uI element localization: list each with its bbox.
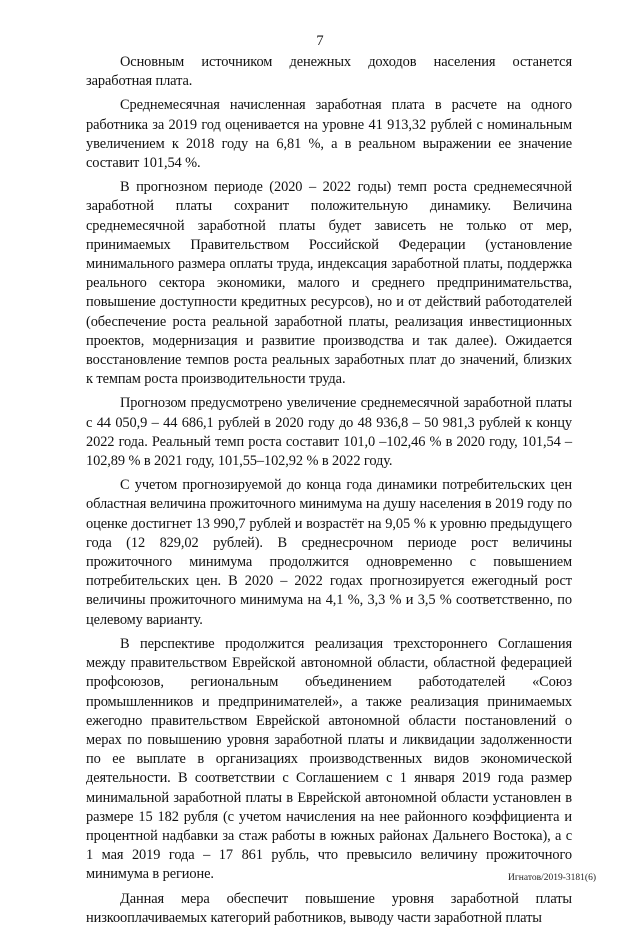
paragraph: С учетом прогнозируемой до конца года динамики потребительских цен областная величина прожиточного минимума на душу населения в 2019 году по оценке достигнет 13 990,7 рублей и возрастёт на 9,05 % к уровню предыдущего года (12 829,02 рублей). В среднесрочном периоде рост величины прожиточного минимума продолжится одновременно с повышением потребительских цен. В 2020 – 2022 годах прогнозируется ежегодный рост величины прожиточного минимума на 4,1 %, 3,3 % и 3,5 % соответственно, по целевому варианту. xyxy=(86,477,572,628)
paragraph: Основным источником денежных доходов населения останется заработная плата. xyxy=(86,54,572,90)
paragraph: В прогнозном периоде (2020 – 2022 годы) темп роста среднемесячной заработной платы сохранит положительную динамику. Величина среднемесячной заработной платы будет зависеть не только от мер, принимаемых Правительством Российской Федерации (установление минимального размера оплаты труда, индексация заработной платы, поддержка реального сектора экономики, малого и среднего предпринимательства, повышение доступности кредитных ресурсов), но и от действий работодателей (обеспечение роста реальной заработной платы, реализация инвестиционных проектов, модернизация и развитие производства и так далее). Ожидается восстановление темпов роста реальных заработных плат до значений, близких к темпам роста производительности труда. xyxy=(86,179,572,388)
document-footer-code: Игнатов/2019-3181(6) xyxy=(508,873,596,883)
paragraph: В перспективе продолжится реализация трехстороннего Соглашения между правительством Еврейской автономной области, областной федерацией профсоюзов, региональным объединением работодателей «Союз промышленников и предпринимателей», а также реализация принимаемых ежегодно правительством Еврейской автономной области постановлений о мерах по повышению уровня заработной платы и ликвидации задолженности по ее выплате в организациях производственных видов экономической деятельности. В соответствии с Соглашением с 1 января 2019 года размер минимальной заработной платы в Еврейской автономной области установлен в размере 15 182 рубля (с учетом начисления на нее районного коэффициента и процентной надбавки за стаж работы в южных районах Дальнего Востока), а с 1 мая 2019 года – 17 861 рубль, что превысило величину прожиточного минимума в регионе. xyxy=(86,635,572,883)
paragraph: Среднемесячная начисленная заработная плата в расчете на одного работника за 2019 год оценивается на уровне 41 913,32 рублей с номинальным увеличением к 2018 году на 6,81 %, а в реальном выражении ее значение составит 101,54 %. xyxy=(86,97,572,172)
paragraph: Прогнозом предусмотрено увеличение среднемесячной заработной платы с 44 050,9 – 44 686,1 рублей в 2020 году до 48 936,8 – 50 981,3 рублей к концу 2022 года. Реальный темп роста составит 101,0 –102,46 % в 2020 году, 101,54 –102,89 % в 2021 году, 101,55–102,92 % в 2022 году. xyxy=(86,395,572,470)
document-body xyxy=(86,53,572,933)
page-number: 7 xyxy=(316,33,324,49)
paragraph: Данная мера обеспечит повышение уровня заработной платы низкооплачиваемых категорий работников, выводу части заработной платы xyxy=(86,890,572,926)
